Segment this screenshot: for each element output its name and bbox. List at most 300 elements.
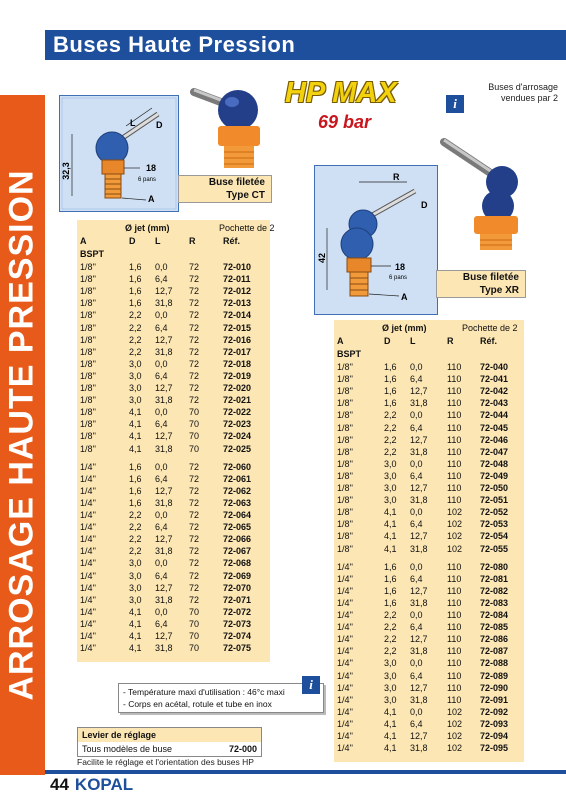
cell-a: 1/8''	[337, 458, 353, 469]
cell-a: 1/4''	[337, 682, 353, 693]
cell-d: 3,0	[384, 658, 397, 669]
cell-a: 1/4''	[337, 706, 353, 717]
xr-type-line1: Buse filetée	[462, 272, 519, 283]
cell-d: 4,1	[384, 718, 397, 729]
cell-a: 1/4''	[80, 606, 96, 617]
table-row	[334, 373, 524, 385]
cell-l: 12,7	[410, 483, 428, 493]
cell-a: 1/4''	[80, 643, 96, 654]
nozzle-xr-photo	[440, 130, 550, 250]
ct-height-dim: 32,3	[61, 162, 71, 180]
cell-d: 1,6	[384, 585, 397, 596]
table-row	[77, 322, 270, 334]
table-row	[77, 642, 270, 654]
cell-l: 0,0	[410, 410, 423, 421]
cell-d: 2,2	[384, 622, 397, 633]
table-row	[334, 682, 524, 694]
hp-max-logo: HP MAX	[285, 77, 397, 109]
cell-d: 1,6	[129, 286, 142, 297]
cell-ref: 72-073	[223, 618, 252, 629]
cell-l: 6,4	[410, 422, 423, 433]
cell-a: 1/4''	[337, 573, 353, 584]
cell-ref: 72-072	[223, 606, 252, 617]
table-subheader	[77, 222, 275, 234]
cell-a: 1/8''	[337, 446, 353, 457]
cell-l: 31,8	[410, 543, 428, 554]
table-row	[334, 694, 524, 706]
cell-a: 1/8''	[337, 386, 353, 397]
cell-r: 72	[189, 322, 200, 333]
cell-ref: 72-060	[223, 461, 252, 472]
cell-l: 31,8	[410, 597, 428, 608]
table-row	[77, 358, 270, 370]
cell-r: 110	[447, 374, 462, 385]
cell-a: 1/8''	[80, 431, 96, 442]
xr-type-line2: Type XR	[479, 285, 519, 296]
cell-l: 31,8	[155, 346, 173, 357]
cell-r: 72	[189, 298, 200, 309]
cell-d: 4,1	[384, 507, 397, 518]
cell-r: 110	[447, 458, 462, 469]
cell-d: 3,0	[384, 694, 397, 705]
ct-pans: 6 pans	[138, 177, 157, 183]
ct-type-line2: Type CT	[226, 190, 265, 201]
cell-d: 3,0	[129, 570, 142, 581]
cell-r: 110	[447, 446, 462, 457]
table-row	[77, 406, 270, 418]
table-row	[334, 670, 524, 682]
table-row	[334, 494, 524, 506]
cell-ref: 72-055	[480, 543, 509, 554]
cell-r: 102	[447, 743, 463, 754]
cell-ref: 72-049	[480, 470, 509, 481]
table-row	[77, 606, 270, 618]
cell-r: 72	[189, 534, 200, 545]
cell-ref: 72-093	[480, 718, 509, 729]
cell-r: 110	[447, 470, 462, 481]
table-row	[77, 594, 270, 606]
table-row	[334, 742, 524, 754]
cell-a: 1/4''	[337, 634, 353, 645]
ct-width-dim: 18	[146, 163, 157, 173]
table-row	[77, 261, 270, 273]
nozzle-ct-photo	[190, 70, 270, 170]
cell-d: 2,2	[129, 534, 142, 545]
cell-a: 1/8''	[337, 507, 353, 518]
cell-ref: 72-021	[223, 395, 252, 406]
cell-a: 1/8''	[80, 322, 96, 333]
sale-note-line1: Buses d'arrosage	[488, 82, 558, 92]
jet-label: Ø jet (mm)	[382, 323, 427, 333]
cell-r: 72	[189, 310, 200, 321]
cell-ref: 72-082	[480, 585, 509, 596]
footer-rule	[45, 770, 566, 774]
xr-d-label: D	[421, 200, 428, 210]
cell-d: 4,1	[384, 519, 397, 530]
table-row	[334, 609, 524, 621]
levier-row	[78, 742, 261, 756]
cell-ref: 72-068	[223, 558, 252, 569]
cell-d: 2,2	[129, 510, 142, 520]
table-row	[77, 509, 270, 521]
info-icon-specs: i	[302, 676, 320, 694]
cell-l: 31,8	[155, 298, 173, 309]
cell-r: 72	[189, 274, 200, 285]
cell-a: 1/4''	[337, 670, 353, 681]
cell-ref: 72-016	[223, 334, 252, 345]
sidebar-title: ARROSAGE HAUTE PRESSION	[2, 169, 41, 701]
cell-a: 1/4''	[337, 658, 353, 669]
cell-a: 1/4''	[80, 570, 96, 581]
table-row	[77, 273, 270, 285]
cell-l: 6,4	[410, 573, 423, 584]
cell-l: 12,7	[155, 431, 173, 442]
cell-d: 2,2	[129, 522, 142, 533]
cell-ref: 72-067	[223, 546, 252, 557]
table-row	[334, 657, 524, 669]
ct-l-label: L	[130, 118, 136, 128]
cell-l: 0,0	[410, 458, 423, 469]
table-row	[77, 485, 270, 497]
table-row	[334, 585, 524, 597]
levier-title: Levier de réglage	[78, 728, 261, 742]
cell-a: 1/8''	[80, 346, 96, 357]
cell-l: 12,7	[155, 631, 173, 641]
cell-l: 12,7	[410, 386, 428, 397]
cell-ref: 72-011	[223, 274, 251, 285]
cell-d: 3,0	[129, 383, 142, 393]
table-row	[77, 582, 270, 594]
cell-ref: 72-015	[223, 322, 252, 333]
cell-r: 102	[447, 519, 463, 530]
col-header-a: A	[337, 336, 344, 346]
cell-l: 12,7	[410, 585, 428, 596]
cell-r: 110	[447, 670, 462, 681]
cell-ref: 72-086	[480, 634, 509, 645]
cell-ref: 72-064	[223, 510, 252, 520]
cell-a: 1/4''	[337, 731, 353, 741]
cell-l: 0,0	[410, 706, 423, 717]
ct-d-label: D	[156, 120, 163, 130]
table-row	[334, 506, 524, 518]
cell-r: 110	[447, 610, 462, 620]
sidebar-band	[0, 95, 45, 775]
cell-d: 3,0	[384, 670, 397, 681]
cell-d: 3,0	[129, 594, 142, 605]
cell-ref: 72-087	[480, 646, 509, 657]
cell-r: 110	[447, 362, 462, 372]
cell-d: 4,1	[129, 631, 142, 641]
cell-r: 102	[447, 731, 463, 741]
nozzle-xr-drawing	[315, 166, 437, 314]
cell-ref: 72-051	[480, 495, 509, 506]
cell-r: 70	[189, 419, 200, 430]
cell-r: 110	[447, 573, 462, 584]
diagram-ct	[59, 95, 179, 212]
col-header-l: L	[410, 336, 416, 346]
cell-d: 1,6	[384, 398, 397, 409]
cell-d: 3,0	[384, 483, 397, 493]
cell-l: 0,0	[410, 507, 423, 518]
cell-a: 1/4''	[337, 597, 353, 608]
cell-r: 70	[189, 643, 200, 654]
spec-material: - Corps en acétal, rotule et tube en inox	[123, 699, 272, 709]
cell-l: 12,7	[410, 634, 428, 645]
cell-d: 4,1	[384, 531, 397, 542]
cell-a: 1/8''	[337, 362, 353, 372]
cell-r: 70	[189, 606, 200, 617]
cell-a: 1/4''	[337, 622, 353, 633]
cell-d: 4,1	[129, 618, 142, 629]
table-row	[334, 573, 524, 585]
cell-ref: 72-045	[480, 422, 509, 433]
table-row	[77, 382, 270, 394]
table-row	[334, 385, 524, 397]
cell-a: 1/4''	[337, 610, 353, 620]
cell-l: 6,4	[410, 718, 423, 729]
cell-ref: 72-080	[480, 561, 509, 572]
cell-r: 110	[447, 694, 462, 705]
table-row	[334, 621, 524, 633]
levier-note: Facilite le réglage et l'orientation des buses HP	[77, 757, 254, 767]
cell-d: 2,2	[384, 634, 397, 645]
cell-a: 1/8''	[80, 334, 96, 345]
cell-l: 6,4	[410, 374, 423, 385]
cell-r: 72	[189, 570, 200, 581]
cell-ref: 72-094	[480, 731, 509, 741]
cell-d: 2,2	[129, 310, 142, 321]
cell-d: 3,0	[129, 582, 142, 593]
cell-ref: 72-017	[223, 346, 252, 357]
jet-label: Ø jet (mm)	[125, 223, 170, 233]
table-row	[334, 458, 524, 470]
info-icon: i	[446, 95, 464, 113]
cell-l: 0,0	[155, 262, 168, 272]
cell-r: 72	[189, 334, 200, 345]
table-row	[77, 418, 270, 430]
cell-l: 12,7	[155, 286, 173, 297]
cell-a: 1/8''	[80, 274, 96, 285]
table-row	[334, 543, 524, 555]
cell-r: 110	[447, 597, 462, 608]
table-row	[77, 630, 270, 642]
cell-r: 72	[189, 395, 200, 406]
page-title: Buses Haute Pression	[53, 32, 296, 57]
cell-d: 2,2	[129, 346, 142, 357]
cell-r: 72	[189, 383, 200, 393]
cell-ref: 72-061	[223, 473, 252, 484]
cell-r: 110	[447, 646, 462, 657]
table-row	[334, 518, 524, 530]
cell-d: 1,6	[384, 386, 397, 397]
cell-r: 72	[189, 497, 200, 508]
cell-a: 1/4''	[80, 546, 96, 557]
cell-ref: 72-024	[223, 431, 252, 442]
cell-a: 1/4''	[80, 594, 96, 605]
cell-l: 0,0	[155, 310, 168, 321]
cell-ref: 72-019	[223, 370, 252, 381]
table-row	[334, 633, 524, 645]
table-row	[77, 473, 270, 485]
cell-ref: 72-095	[480, 743, 509, 754]
thread-row	[77, 248, 270, 260]
table-row	[77, 334, 270, 346]
cell-r: 72	[189, 546, 200, 557]
table-subheader	[334, 322, 524, 334]
cell-r: 70	[189, 618, 200, 629]
cell-a: 1/8''	[80, 443, 96, 454]
cell-r: 102	[447, 543, 463, 554]
cell-r: 72	[189, 262, 200, 272]
cell-l: 12,7	[155, 383, 173, 393]
cell-ref: 72-041	[480, 374, 509, 385]
cell-l: 6,4	[155, 274, 168, 285]
table-row	[334, 361, 524, 373]
table-row	[77, 443, 270, 455]
levier-row-label: Tous modèles de buse	[82, 744, 173, 754]
cell-ref: 72-084	[480, 610, 509, 620]
cell-l: 31,8	[410, 398, 428, 409]
table-row	[77, 521, 270, 533]
xr-type-box	[436, 270, 526, 298]
cell-a: 1/8''	[80, 262, 96, 272]
xr-r-label: R	[393, 172, 400, 182]
cell-a: 1/8''	[337, 470, 353, 481]
xr-a-label: A	[401, 292, 408, 302]
cell-ref: 72-023	[223, 419, 252, 430]
cell-a: 1/4''	[337, 694, 353, 705]
cell-l: 31,8	[155, 643, 173, 654]
cell-r: 110	[447, 483, 462, 493]
cell-d: 4,1	[129, 606, 142, 617]
ct-type-box	[178, 175, 272, 203]
footer	[50, 775, 133, 795]
cell-ref: 72-066	[223, 534, 252, 545]
cell-a: 1/8''	[337, 483, 353, 493]
cell-l: 6,4	[410, 519, 423, 530]
thread-label: BSPT	[80, 249, 105, 259]
cell-a: 1/8''	[337, 543, 353, 554]
table-header	[77, 235, 270, 247]
xr-pans: 6 pans	[389, 275, 408, 281]
cell-d: 1,6	[129, 262, 142, 272]
table-row	[334, 470, 524, 482]
cell-r: 110	[447, 410, 462, 421]
table-row	[77, 570, 270, 582]
cell-ref: 72-012	[223, 286, 252, 297]
cell-l: 0,0	[155, 407, 168, 418]
cell-l: 12,7	[155, 485, 173, 496]
cell-r: 110	[447, 682, 462, 693]
cell-l: 6,4	[410, 622, 423, 633]
cell-a: 1/4''	[80, 473, 96, 484]
cell-ref: 72-065	[223, 522, 252, 533]
cell-d: 2,2	[129, 334, 142, 345]
table-row	[77, 461, 270, 473]
cell-d: 1,6	[129, 274, 142, 285]
cell-ref: 72-063	[223, 497, 252, 508]
table-row	[334, 718, 524, 730]
cell-a: 1/8''	[337, 398, 353, 409]
diagram-xr	[314, 165, 438, 315]
cell-r: 72	[189, 461, 200, 472]
ct-table	[77, 220, 275, 662]
cell-l: 31,8	[155, 546, 173, 557]
cell-d: 1,6	[129, 485, 142, 496]
cell-r: 110	[447, 422, 462, 433]
cell-l: 12,7	[410, 682, 428, 693]
table-row	[77, 430, 270, 442]
cell-l: 6,4	[155, 618, 168, 629]
table-row	[334, 397, 524, 409]
table-row	[334, 730, 524, 742]
cell-a: 1/4''	[80, 522, 96, 533]
cell-ref: 72-069	[223, 570, 252, 581]
footer-brand: KOPAL	[74, 775, 134, 794]
cell-ref: 72-092	[480, 706, 509, 717]
cell-r: 102	[447, 531, 463, 542]
cell-ref: 72-091	[480, 694, 509, 705]
cell-a: 1/8''	[80, 310, 96, 321]
cell-d: 3,0	[384, 495, 397, 506]
cell-d: 4,1	[384, 743, 397, 754]
cell-l: 6,4	[155, 522, 168, 533]
cell-a: 1/4''	[337, 561, 353, 572]
cell-r: 72	[189, 522, 200, 533]
cell-r: 72	[189, 510, 200, 520]
cell-d: 2,2	[384, 446, 397, 457]
cell-l: 0,0	[155, 358, 168, 369]
cell-d: 3,0	[384, 470, 397, 481]
cell-r: 72	[189, 558, 200, 569]
cell-ref: 72-042	[480, 386, 509, 397]
page-number: 44	[50, 775, 69, 794]
cell-l: 0,0	[410, 362, 423, 372]
cell-l: 0,0	[155, 510, 168, 520]
cell-a: 1/4''	[80, 618, 96, 629]
cell-d: 1,6	[384, 374, 397, 385]
cell-a: 1/8''	[337, 531, 353, 542]
cell-ref: 72-050	[480, 483, 509, 493]
col-header-l: L	[155, 236, 161, 246]
cell-a: 1/4''	[80, 582, 96, 593]
cell-l: 0,0	[155, 558, 168, 569]
cell-r: 110	[447, 495, 462, 506]
cell-r: 70	[189, 407, 200, 418]
col-header-d: D	[129, 236, 136, 246]
table-row	[77, 618, 270, 630]
cell-d: 1,6	[384, 573, 397, 584]
cell-a: 1/8''	[80, 370, 96, 381]
cell-d: 4,1	[384, 543, 397, 554]
cell-a: 1/8''	[80, 407, 96, 418]
table-row	[77, 297, 270, 309]
cell-d: 4,1	[129, 419, 142, 430]
cell-l: 0,0	[410, 610, 423, 620]
cell-l: 31,8	[410, 694, 428, 705]
cell-ref: 72-052	[480, 507, 509, 518]
thread-label: BSPT	[337, 349, 362, 359]
cell-a: 1/4''	[337, 646, 353, 657]
table-row	[77, 533, 270, 545]
cell-r: 110	[447, 622, 462, 633]
pochette-label: Pochette de 2	[219, 223, 275, 233]
levier-box	[77, 727, 262, 757]
cell-ref: 72-089	[480, 670, 509, 681]
cell-d: 2,2	[384, 610, 397, 620]
cell-a: 1/8''	[80, 383, 96, 393]
cell-r: 110	[447, 398, 462, 409]
